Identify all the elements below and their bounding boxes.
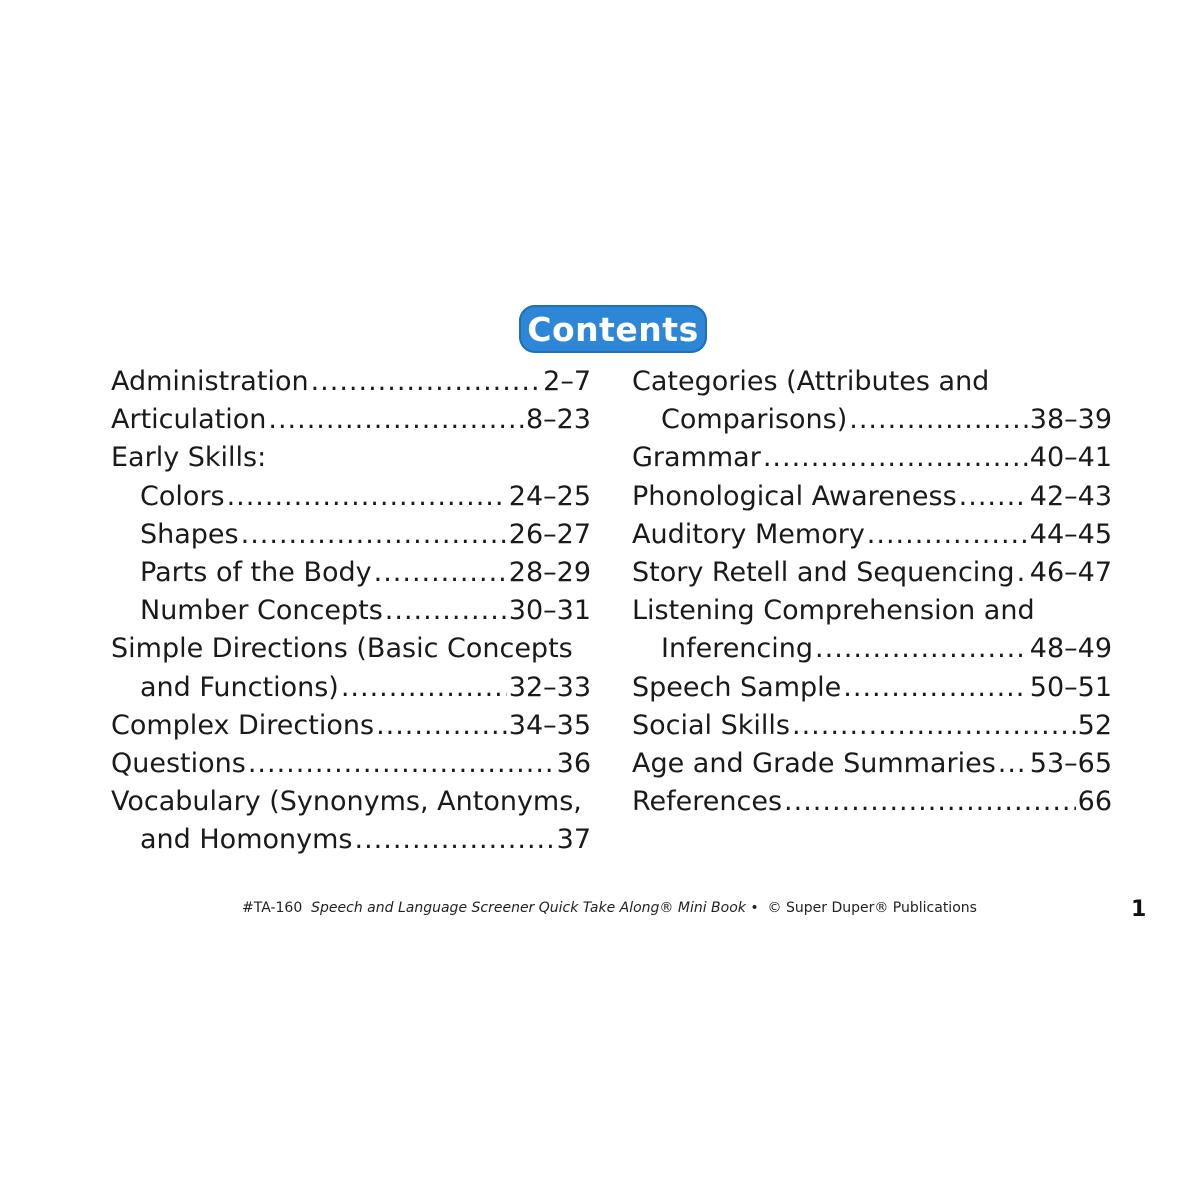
toc-entry-pages: 34–35 <box>508 709 591 741</box>
contents-heading: Contents <box>527 309 699 349</box>
toc-leader-dots <box>998 748 1028 779</box>
toc-entry-pages: 40–41 <box>1029 442 1112 474</box>
toc-entry-pages: 44–45 <box>1029 518 1112 550</box>
toc-entry-title: Categories (Attributes and <box>632 366 990 397</box>
toc-leader-dots <box>227 481 507 512</box>
toc-entry-pages: 46–47 <box>1029 556 1112 588</box>
toc-entry-pages: 53–65 <box>1029 747 1112 779</box>
toc-entry-pages: 42–43 <box>1029 480 1112 512</box>
toc-leader-dots <box>374 557 507 588</box>
toc-entry-pages: 8–23 <box>525 404 591 436</box>
toc-entry-pages: 48–49 <box>1029 633 1112 665</box>
toc-entry-pages: 2–7 <box>543 366 591 397</box>
toc-entry-title: Age and Grade Summaries <box>632 747 996 779</box>
toc-entry <box>111 519 591 557</box>
toc-entry <box>632 442 1112 480</box>
toc-leader-dots <box>867 519 1028 550</box>
toc-leader-dots <box>815 633 1028 664</box>
toc-entry-title: Vocabulary (Synonyms, Antonyms, <box>111 786 582 818</box>
toc-entry-title: References <box>632 786 783 818</box>
toc-entry-title: Articulation <box>111 404 267 436</box>
toc-entry-title: Shapes <box>140 518 239 550</box>
toc-entry-pages: 38–39 <box>1029 404 1112 436</box>
toc-leader-dots <box>248 748 555 779</box>
toc-entry-title: Story Retell and Sequencing <box>632 556 1015 588</box>
toc-entry <box>111 824 591 862</box>
toc-entry-title: Auditory Memory <box>632 518 865 550</box>
toc-leader-dots <box>784 786 1076 817</box>
toc-entry-title: Simple Directions (Basic Concepts <box>111 633 573 665</box>
toc-entry <box>111 404 591 442</box>
toc-entry-pages: 52 <box>1077 709 1112 741</box>
toc-entry <box>632 557 1112 595</box>
page-number: 1 <box>1131 897 1147 922</box>
toc-leader-dots <box>268 404 524 435</box>
toc-leader-dots <box>376 710 507 741</box>
toc-entry-pages: 24–25 <box>508 480 591 512</box>
toc-entry <box>111 748 591 786</box>
toc-entry <box>111 481 591 519</box>
toc-entry <box>111 633 591 671</box>
toc-entry-pages: 37 <box>556 824 591 856</box>
toc-entry-title: Grammar <box>632 442 761 474</box>
toc-entry-title: Questions <box>111 747 246 779</box>
toc-entry-title: Complex Directions <box>111 709 375 741</box>
toc-leader-dots <box>843 672 1028 703</box>
toc-leader-dots <box>763 442 1028 473</box>
toc-entry-title: Listening Comprehension and <box>632 595 1035 627</box>
toc-entry-title: Colors <box>140 480 225 512</box>
toc-entry-title: Early Skills: <box>111 442 267 474</box>
footer-code: #TA-160 <box>242 900 303 916</box>
toc-entry-title: Social Skills <box>632 709 790 741</box>
toc-leader-dots <box>341 672 507 703</box>
toc-entry-pages: 66 <box>1077 786 1112 818</box>
toc-entry <box>632 519 1112 557</box>
toc-entry-title: Comparisons) <box>661 404 848 436</box>
toc-entry <box>632 481 1112 519</box>
toc-entry <box>111 366 591 404</box>
toc-entry-pages: 28–29 <box>508 556 591 588</box>
toc-right-column <box>632 366 1112 824</box>
toc-entry <box>111 442 591 480</box>
toc-entry <box>632 710 1112 748</box>
footer-separator: • <box>750 900 759 916</box>
footer-publisher: © Super Duper® Publications <box>767 900 977 916</box>
toc-leader-dots <box>1017 557 1028 588</box>
toc-left-column <box>111 366 591 862</box>
footer-credit-line <box>242 900 977 916</box>
toc-entry <box>632 672 1112 710</box>
toc-entry <box>111 672 591 710</box>
toc-entry-pages: 32–33 <box>508 671 591 703</box>
toc-leader-dots <box>354 824 554 855</box>
toc-entry <box>632 633 1112 671</box>
toc-leader-dots <box>959 481 1028 512</box>
toc-entry <box>632 366 1112 404</box>
toc-entry-title: Number Concepts <box>140 595 383 627</box>
toc-entry-title: Administration <box>111 366 309 397</box>
toc-leader-dots <box>311 366 542 397</box>
toc-entry-title: and Functions) <box>140 671 339 703</box>
footer-book-title: Speech and Language Screener Quick Take Along® Mini Book <box>311 900 746 916</box>
toc-entry <box>111 786 591 824</box>
toc-entry <box>632 748 1112 786</box>
toc-entry <box>111 557 591 595</box>
toc-entry <box>632 786 1112 824</box>
toc-entry-title: and Homonyms <box>140 824 353 856</box>
toc-entry <box>111 595 591 633</box>
toc-leader-dots <box>849 404 1028 435</box>
toc-entry-title: Parts of the Body <box>140 556 372 588</box>
toc-entry-pages: 30–31 <box>508 595 591 627</box>
contents-heading-badge <box>519 305 707 353</box>
toc-leader-dots <box>241 519 507 550</box>
toc-entry <box>632 404 1112 442</box>
toc-entry-title: Phonological Awareness <box>632 480 957 512</box>
toc-entry-pages: 50–51 <box>1029 671 1112 703</box>
toc-entry-title: Speech Sample <box>632 671 842 703</box>
toc-leader-dots <box>385 595 507 626</box>
toc-entry <box>111 710 591 748</box>
toc-leader-dots <box>792 710 1076 741</box>
toc-entry-title: Inferencing <box>661 633 814 665</box>
toc-entry <box>632 595 1112 633</box>
toc-entry-pages: 36 <box>556 747 591 779</box>
toc-entry-pages: 26–27 <box>508 518 591 550</box>
